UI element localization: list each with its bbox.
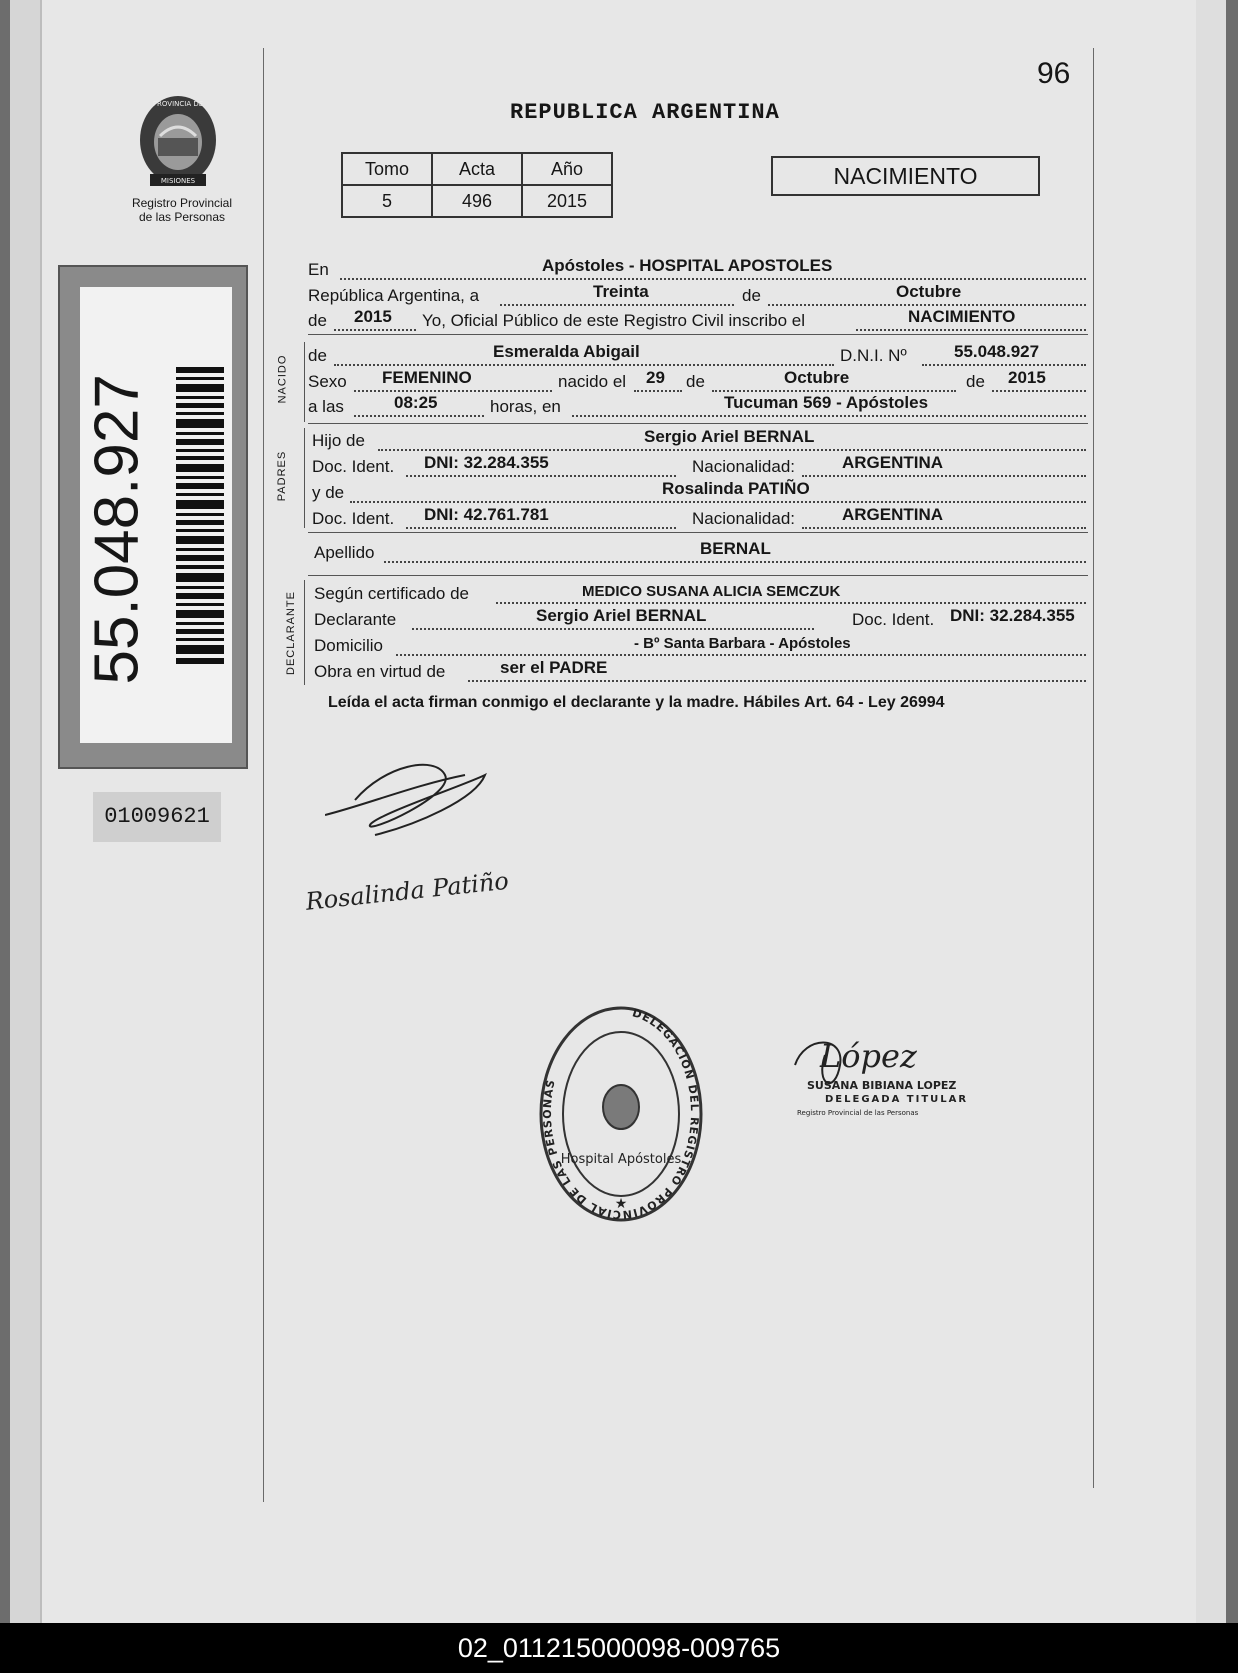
value-mes: Octubre (896, 282, 962, 301)
value-domicilio: - Bº Santa Barbara - Apóstoles (634, 635, 851, 652)
value-declarante: Sergio Ariel BERNAL (536, 606, 707, 625)
register-header-anio: Año (522, 153, 612, 185)
left-margin-line (263, 48, 264, 1502)
value-madre-nac: ARGENTINA (842, 505, 944, 524)
value-anio: 2015 (354, 307, 392, 326)
file-identifier: 02_011215000098-009765 (0, 1623, 1238, 1673)
value-sexo: FEMENINO (382, 368, 472, 387)
row-apellido (308, 537, 1088, 563)
registry-caption-line1: Registro Provincial (131, 196, 233, 210)
right-margin-line (1093, 48, 1094, 1488)
dots-apellido (384, 561, 1086, 563)
seal-text-bottom: MISIONES (160, 177, 196, 185)
mother-signature (300, 860, 510, 920)
separator-1 (308, 334, 1088, 335)
label-nacionalidad-padre: Nacionalidad: (692, 457, 796, 476)
separator-2 (308, 423, 1088, 424)
value-nombre: Esmeralda Abigail (493, 342, 640, 361)
row-padre (308, 425, 1088, 451)
register-value-anio: 2015 (522, 185, 612, 217)
label-doc-ident-declarante: Doc. Ident. (852, 610, 935, 629)
label-nacido-el: nacido el (558, 372, 627, 391)
label-doc-ident-madre: Doc. Ident. (312, 509, 395, 528)
row-certificado (308, 578, 1088, 604)
official-stamp-name: SUSANA BIBIANA LOPEZ (807, 1079, 957, 1092)
page-number: 96 (1037, 57, 1071, 90)
separator-4 (308, 575, 1088, 576)
register-header-tomo: Tomo (342, 153, 432, 185)
label-de-nac-anio: de (966, 372, 985, 391)
register-value-tomo: 5 (342, 185, 432, 217)
value-dia-letras: Treinta (593, 282, 649, 301)
label-hijo-de: Hijo de (312, 431, 365, 450)
row-lugar (308, 254, 1088, 280)
label-dni: D.N.I. Nº (840, 346, 907, 365)
seal-outer-text: DELEGACION DEL REGISTRO PROVINCIAL DE LAS PERSONAS (540, 1006, 701, 1222)
dots-tipo (856, 329, 1086, 331)
barcode-icon (176, 367, 224, 667)
label-doc-ident-padre: Doc. Ident. (312, 457, 395, 476)
dots-madre-nac (802, 527, 1086, 529)
dots-anio (334, 329, 416, 331)
barcode-label (58, 265, 248, 769)
official-signature-text: López (820, 1037, 917, 1075)
section-bar-nacido (304, 342, 305, 422)
label-de-nombre: de (308, 346, 327, 365)
declarant-signature (325, 745, 495, 845)
value-padre-nac: ARGENTINA (842, 453, 944, 472)
label-obra-en-virtud: Obra en virtud de (314, 662, 446, 681)
value-nac-dia: 29 (646, 368, 665, 387)
official-stamp-registry: Registro Provincial de las Personas (797, 1109, 919, 1117)
label-en: En (308, 260, 329, 279)
provincial-seal-icon (130, 88, 226, 192)
official-stamp-title: DELEGADA TITULAR (825, 1094, 969, 1105)
value-virtud: ser el PADRE (500, 658, 608, 677)
value-direccion-nac: Tucuman 569 - Apóstoles (724, 393, 929, 412)
label-a-las: a las (308, 397, 344, 416)
section-label-padres: PADRES (276, 450, 289, 502)
official-signature (785, 1025, 1015, 1125)
register-header-acta: Acta (432, 153, 522, 185)
row-virtud (308, 656, 1088, 682)
value-nac-anio: 2015 (1008, 368, 1046, 387)
value-padre: Sergio Ariel BERNAL (644, 427, 815, 446)
barcode-number: 55.048.927 (82, 374, 152, 685)
value-lugar: Apóstoles - HOSPITAL APOSTOLES (542, 256, 833, 275)
label-segun-certificado: Según certificado de (314, 584, 469, 603)
registry-caption (112, 196, 252, 224)
binding-strip (10, 0, 42, 1623)
row-madre-doc (308, 503, 1088, 529)
row-domicilio (308, 630, 1088, 656)
label-de-nac-mes: de (686, 372, 705, 391)
section-bar-declarante (304, 580, 305, 685)
row-padre-doc (308, 451, 1088, 477)
seal-text-top: PROVINCIA DE (152, 100, 204, 108)
dots-virtud (468, 680, 1086, 682)
label-domicilio: Domicilio (314, 636, 383, 655)
value-apellido: BERNAL (700, 539, 771, 558)
dots-hora (354, 415, 484, 417)
label-sexo: Sexo (308, 372, 347, 391)
row-nombre (308, 340, 1088, 366)
row-hora (308, 391, 1088, 417)
control-number: 01009621 (93, 792, 221, 842)
mother-signature-text: Rosalinda Patiño (304, 866, 510, 916)
label-horas-en: horas, en (490, 397, 561, 416)
value-dni: 55.048.927 (954, 342, 1040, 361)
document-type-box: NACIMIENTO (771, 156, 1040, 196)
dots-direccion-nac (572, 415, 1086, 417)
dots-madre-doc (406, 527, 676, 529)
value-madre: Rosalinda PATIÑO (662, 479, 810, 498)
row-fecha (308, 280, 1088, 306)
label-nacionalidad-madre: Nacionalidad: (692, 509, 796, 528)
label-apellido: Apellido (314, 543, 375, 562)
value-hora: 08:25 (394, 393, 438, 412)
value-padre-doc: DNI: 32.284.355 (424, 453, 549, 472)
value-declarante-doc: DNI: 32.284.355 (950, 606, 1075, 625)
seal-inner-text: Hospital Apóstoles (560, 1152, 682, 1167)
register-value-acta: 496 (432, 185, 522, 217)
label-de-anio: de (308, 311, 327, 330)
section-bar-padres (304, 428, 305, 528)
label-yo-oficial: Yo, Oficial Público de este Registro Civil inscribo el (422, 311, 805, 330)
row-inscripcion (308, 305, 1088, 331)
label-declarante: Declarante (314, 610, 397, 629)
row-declarante (308, 604, 1088, 630)
separator-3 (308, 532, 1088, 533)
section-label-nacido: NACIDO (276, 354, 289, 404)
delegation-seal (536, 1003, 706, 1225)
label-y-de: y de (312, 483, 345, 502)
value-nac-mes: Octubre (784, 368, 850, 387)
section-label-declarante: DECLARANTE (284, 591, 297, 675)
label-republica: República Argentina, a (308, 286, 480, 305)
row-madre (308, 477, 1088, 503)
label-de-mes: de (742, 286, 761, 305)
value-certificado: MEDICO SUSANA ALICIA SEMCZUK (582, 583, 841, 600)
document-title: REPUBLICA ARGENTINA (510, 100, 780, 125)
page-edge (1196, 0, 1226, 1623)
register-table (341, 152, 613, 218)
row-sexo (308, 366, 1088, 392)
value-madre-doc: DNI: 42.761.781 (424, 505, 549, 524)
closing-statement: Leída el acta firman conmigo el declarante y la madre. Hábiles Art. 64 - Ley 26994 (328, 694, 945, 711)
seal-star-icon: ★ (614, 1195, 628, 1211)
value-tipo-acta: NACIMIENTO (908, 307, 1016, 326)
registry-caption-line2: de las Personas (138, 210, 226, 224)
